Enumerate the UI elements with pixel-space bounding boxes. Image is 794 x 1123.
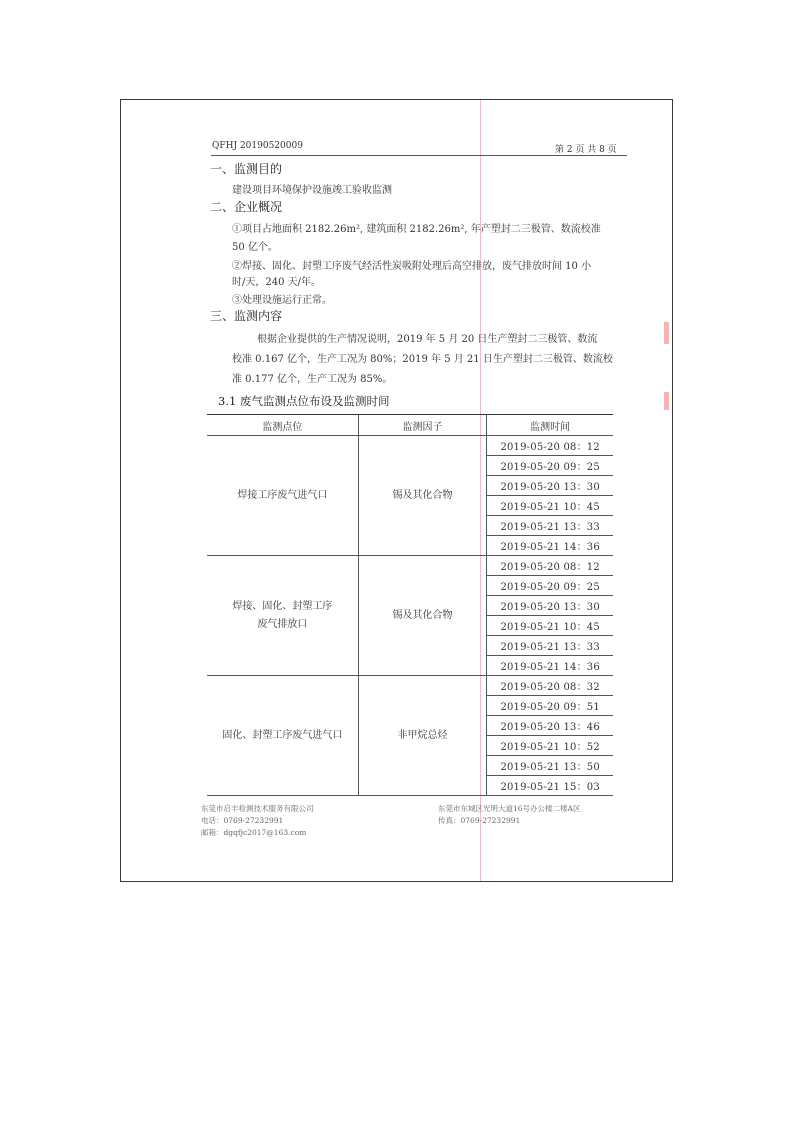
monitoring-point-line-2: 废气排放口 xyxy=(257,618,308,630)
table-header-row xyxy=(207,415,613,436)
monitoring-point xyxy=(207,556,358,676)
page-info: 第 2 页 共 8 页 xyxy=(555,145,617,155)
monitoring-time: 2019-05-21 14：36 xyxy=(487,656,613,676)
header-point: 监测点位 xyxy=(207,415,358,436)
monitoring-time: 2019-05-20 13：46 xyxy=(487,716,613,736)
header-factor: 监测因子 xyxy=(358,415,487,436)
monitoring-point: 固化、封塑工序废气进气口 xyxy=(207,676,358,796)
monitoring-time: 2019-05-21 13：33 xyxy=(487,516,613,536)
monitoring-factor: 非甲烷总烃 xyxy=(358,676,487,796)
monitoring-time: 2019-05-20 08：12 xyxy=(487,436,613,456)
monitoring-time: 2019-05-20 09：25 xyxy=(487,576,613,596)
monitoring-time: 2019-05-21 14：36 xyxy=(487,536,613,556)
subsection-3-1-title: 3.1 废气监测点位布设及监测时间 xyxy=(218,394,390,408)
table-row xyxy=(207,436,613,456)
section-3-para-line-2: 校准 0.167 亿个，生产工况为 80%；2019 年 5 月 21 日生产塑封二三极管、数流校 xyxy=(232,354,613,365)
footer-left xyxy=(201,803,314,839)
section-2-para-3: ③处理设施运行正常。 xyxy=(232,295,332,306)
monitoring-time: 2019-05-21 10：45 xyxy=(487,616,613,636)
seal-fragment xyxy=(664,322,669,344)
monitoring-time: 2019-05-20 09：51 xyxy=(487,696,613,716)
table-row xyxy=(207,556,613,576)
monitoring-table xyxy=(207,414,613,796)
section-3-para-line-1: 根据企业提供的生产情况说明，2019 年 5 月 20 日生产塑封二三极管、数流 xyxy=(257,334,598,345)
footer-phone: 电话：0769-27232991 xyxy=(201,816,284,825)
monitoring-time: 2019-05-20 09：25 xyxy=(487,456,613,476)
footer-fax: 传真：0769-27232991 xyxy=(438,816,521,825)
monitoring-time: 2019-05-20 08：12 xyxy=(487,556,613,576)
monitoring-point-line-1: 焊接、固化、封塑工序 xyxy=(232,600,333,612)
section-1-text: 建设项目环境保护设施竣工验收监测 xyxy=(232,185,392,196)
monitoring-time: 2019-05-21 13：33 xyxy=(487,636,613,656)
section-2-para-1-line-1: ①项目占地面积 2182.26m², 建筑面积 2182.26m², 年产塑封二三极管、数流校准 xyxy=(232,224,601,235)
monitoring-factor: 锡及其化合物 xyxy=(358,556,487,676)
footer-company: 东莞市启丰检测技术服务有限公司 xyxy=(201,804,314,813)
footer-email: 邮箱：dgqfjc2017@163.com xyxy=(201,828,307,837)
monitoring-time: 2019-05-21 15：03 xyxy=(487,776,613,796)
seal-fragment xyxy=(664,392,669,410)
section-2-para-2-line-1: ②焊接、固化、封塑工序废气经活性炭吸附处理后高空排放，废气排放时间 10 小 xyxy=(232,261,592,272)
header-time: 监测时间 xyxy=(487,415,613,436)
section-3-para-line-3: 准 0.177 亿个，生产工况为 85%。 xyxy=(232,374,393,385)
monitoring-point: 焊接工序废气进气口 xyxy=(207,436,358,556)
section-1-title: 一、监测目的 xyxy=(210,162,283,176)
doc-id: QFHJ 20190520009 xyxy=(212,141,303,151)
monitoring-time: 2019-05-20 13：30 xyxy=(487,596,613,616)
monitoring-time: 2019-05-20 13：30 xyxy=(487,476,613,496)
section-2-para-2-line-2: 时/天，240 天/年。 xyxy=(232,277,322,288)
monitoring-time: 2019-05-21 13：50 xyxy=(487,756,613,776)
section-2-title: 二、企业概况 xyxy=(210,200,283,214)
section-2-para-1-line-2: 50 亿个。 xyxy=(232,242,278,253)
table-row xyxy=(207,676,613,696)
section-3-title: 三、监测内容 xyxy=(210,309,283,323)
footer-right xyxy=(438,803,580,827)
monitoring-time: 2019-05-20 08：32 xyxy=(487,676,613,696)
monitoring-time: 2019-05-21 10：52 xyxy=(487,736,613,756)
monitoring-factor: 锡及其化合物 xyxy=(358,436,487,556)
header-rule xyxy=(211,155,627,156)
monitoring-time: 2019-05-21 10：45 xyxy=(487,496,613,516)
footer-address: 东莞市东城区光明大道16号办公楼二楼A区 xyxy=(438,804,581,813)
